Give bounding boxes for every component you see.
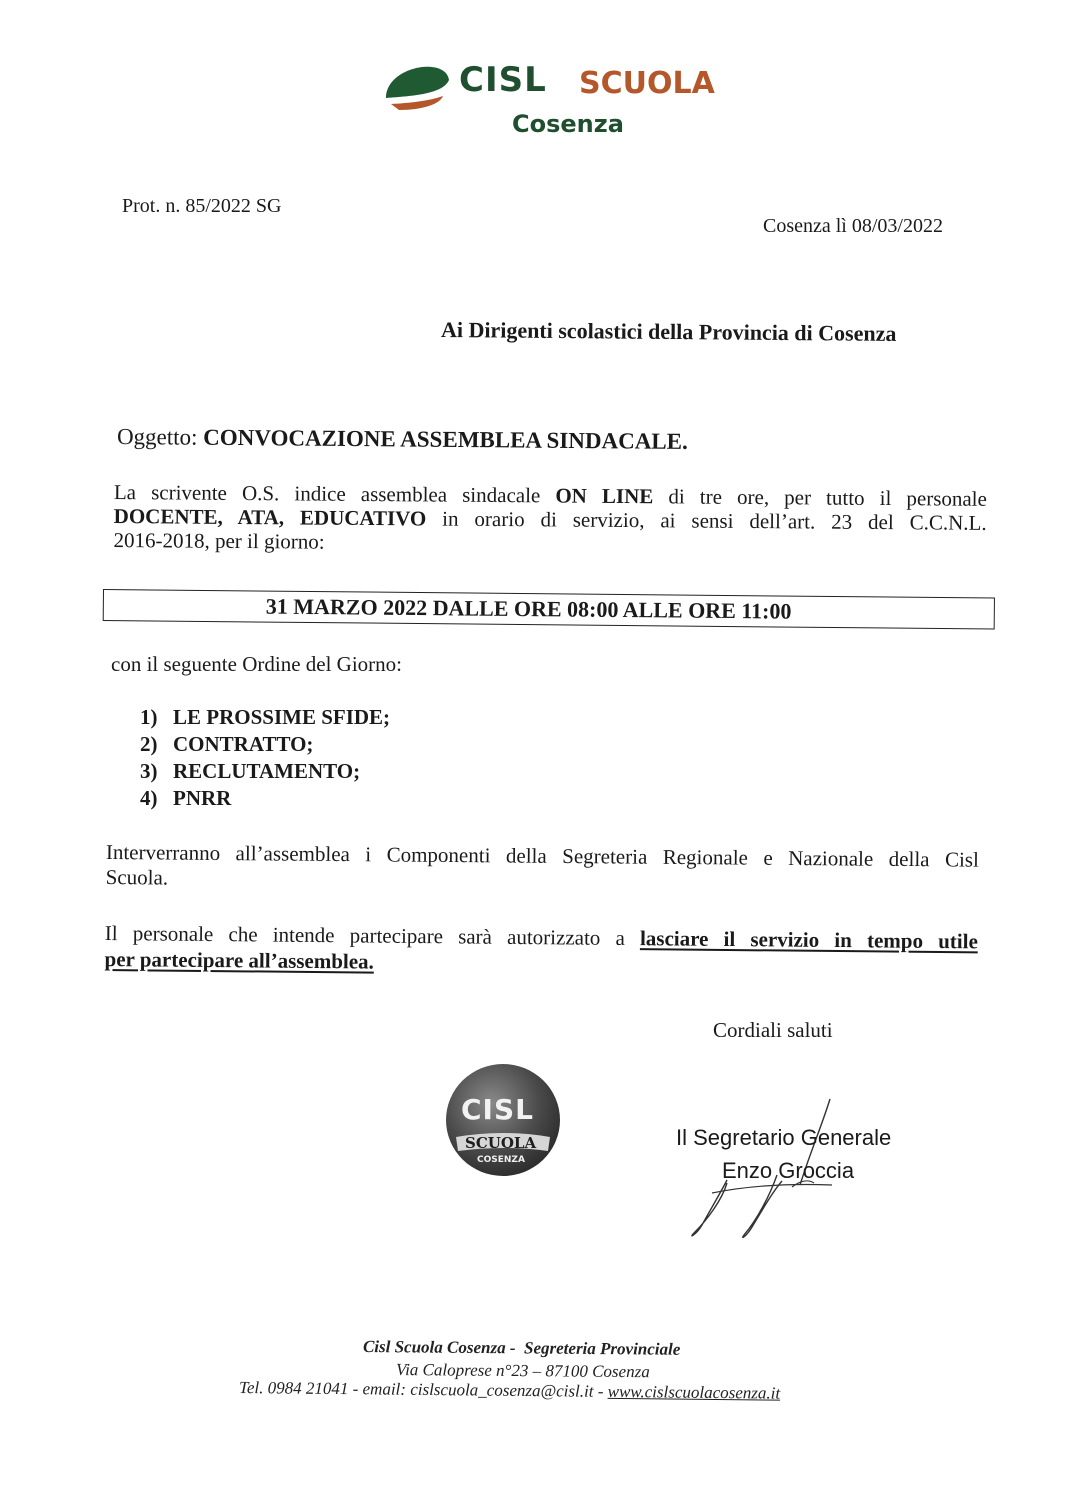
cisl-logo-icon xyxy=(383,54,453,118)
meeting-date: 31 MARZO 2022 DALLE ORE 08:00 ALLE ORE 11:00 xyxy=(265,593,792,624)
brand-scuola: SCUOLA xyxy=(579,66,715,101)
stamp-line3: COSENZA xyxy=(477,1155,525,1165)
recipient: Ai Dirigenti scolastici della Provincia di Cosenza xyxy=(440,317,897,346)
stamp-line1: CISL xyxy=(461,1093,534,1126)
protocol-number: Prot. n. 85/2022 SG xyxy=(122,195,282,217)
staff-emphasis: DOCENTE, ATA, EDUCATIVO xyxy=(113,503,427,531)
agenda-item: 3) RECLUTAMENTO; xyxy=(140,759,361,783)
para1-line1: La scrivente O.S. indice assemblea sindacale ON LINE di tre ore, per tutto il personale xyxy=(113,480,988,511)
brand-cisl: CISL xyxy=(459,60,547,100)
speakers-paragraph: Interverranno all’assemblea i Componenti della Segreteria Regionale e Nazionale della Cisl Scuola. xyxy=(105,840,979,890)
subject-line xyxy=(117,424,688,455)
signatory-name: Enzo Groccia xyxy=(722,1158,855,1183)
cisl-scuola-logo xyxy=(383,54,743,154)
para1-line2: DOCENTE, ATA, EDUCATIVO in orario di servizio, ai sensi dell’art. 23 del C.C.N.L. xyxy=(113,503,987,535)
para1-line3: 2016-2018, per il giorno: xyxy=(113,527,325,554)
signatory-title: Il Segretario Generale xyxy=(676,1125,892,1150)
footer-org: Cisl Scuola Cosenza - Segreteria Provinciale xyxy=(362,1337,681,1359)
agenda-list xyxy=(140,704,390,812)
convocation-paragraph xyxy=(113,480,987,559)
brand-city: Cosenza xyxy=(512,110,624,138)
authorization-paragraph: Il personale che intende partecipare sarà autorizzato a lasciare il servizio in tempo utile per partecipare all’assemblea. xyxy=(104,920,978,974)
footer-address: Via Caloprese n°23 – 87100 Cosenza xyxy=(395,1360,650,1382)
subject-text: CONVOCAZIONE ASSEMBLEA SINDACALE. xyxy=(203,424,688,454)
agenda-item: 2) CONTRATTO; xyxy=(140,732,314,756)
agenda-item: 1) LE PROSSIME SFIDE; xyxy=(140,705,391,729)
authorization-emphasis-cont: per partecipare all’assemblea. xyxy=(104,946,374,974)
authorization-emphasis: lasciare il servizio in tempo utile xyxy=(639,926,978,954)
agenda-item: 4) PNRR xyxy=(140,786,232,810)
closing-greeting: Cordiali saluti xyxy=(713,1018,833,1042)
footer-contacts: Tel. 0984 21041 - email: cislscuola_cosenza@cisl.it - www.cislscuolacosenza.it xyxy=(238,1378,781,1403)
cisl-stamp xyxy=(444,1063,562,1179)
place-date: Cosenza lì 08/03/2022 xyxy=(763,215,943,237)
subject-label: Oggetto: xyxy=(116,424,198,450)
online-emphasis: ON LINE xyxy=(555,483,654,509)
agenda-intro: con il seguente Ordine del Giorno: xyxy=(111,652,403,676)
website-link[interactable]: www.cislscuolacosenza.it xyxy=(607,1381,781,1403)
stamp-line2: SCUOLA xyxy=(465,1134,537,1152)
meeting-date-box xyxy=(103,589,995,630)
